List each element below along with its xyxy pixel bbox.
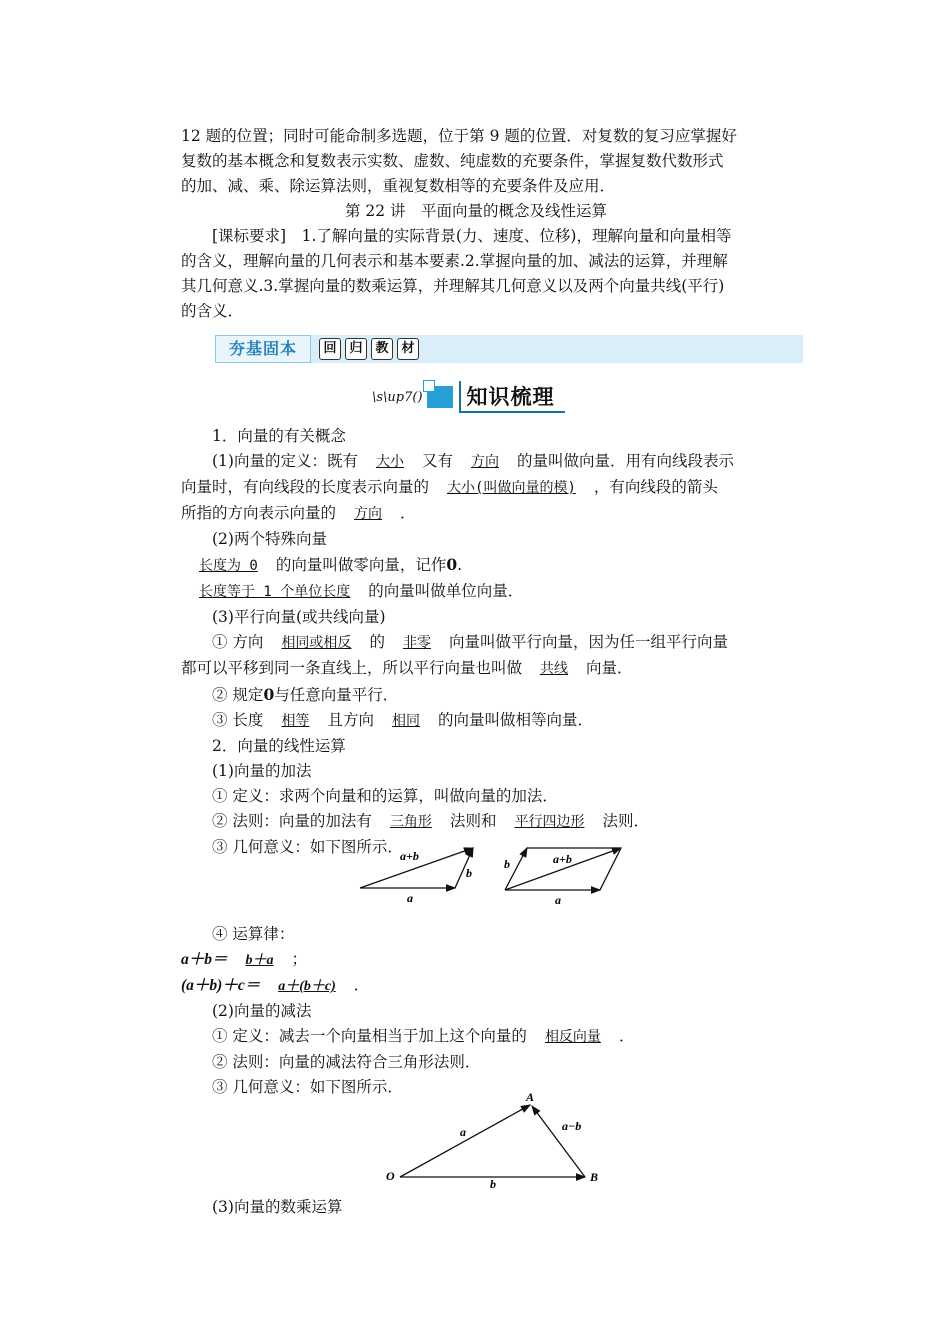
addition-figure xyxy=(355,842,635,910)
blank-answer: b＋a xyxy=(245,953,274,968)
section-icon xyxy=(427,386,453,408)
s2-title: 2．向量的线性运算 xyxy=(212,737,346,755)
unit-vector: 长度等于 1 个单位长度 的向量叫做单位向量． xyxy=(181,579,771,605)
subtraction-figure xyxy=(380,1090,610,1190)
blank-answer: 相同 xyxy=(391,713,420,729)
scalar-title: (3)向量的数乘运算 xyxy=(212,1198,343,1216)
label-a: a xyxy=(555,893,561,907)
subtraction-rule: ② 法则：向量的减法符合三角形法则． xyxy=(212,1053,481,1071)
blank-answer: 大小 xyxy=(375,454,404,470)
banner-tag: 夯基固本 xyxy=(215,335,311,363)
blank-answer: a＋(b＋c) xyxy=(278,979,336,994)
zero-vector: 长度为 0 的向量叫做零向量，记作0. xyxy=(181,552,771,579)
addition-geometry: ③ 几何意义：如下图所示． xyxy=(212,838,403,856)
intro-line: 复数的基本概念和复数表示实数、虚数、纯虚数的充要条件，掌握复数代数形式 xyxy=(181,152,724,170)
zero-parallel-rule: ② 规定0与任意向量平行． xyxy=(212,685,399,704)
banner-char: 回 xyxy=(319,338,341,360)
section-prefix: \s\up7() xyxy=(372,389,423,405)
blank-answer: 共线 xyxy=(540,661,569,677)
label-sum: a+b xyxy=(400,849,419,863)
point-A: A xyxy=(526,1090,535,1104)
banner-char: 教 xyxy=(371,338,393,360)
banner-char: 材 xyxy=(397,338,419,360)
banner-subtitle xyxy=(319,335,419,363)
vector-definition: (1)向量的定义：既有 大小 又有 方向 的量叫做向量．用有向线段表示 xyxy=(212,452,734,470)
parallel-title: (3)平行向量(或共线向量) xyxy=(212,608,386,626)
document-body xyxy=(181,124,771,324)
point-O: O xyxy=(386,1169,395,1183)
special-vectors-title: (2)两个特殊向量 xyxy=(212,530,327,548)
subtraction-def: ① 定义：减去一个向量相当于加上这个向量的 相反向量 ． xyxy=(212,1027,635,1045)
subtraction-title: (2)向量的减法 xyxy=(212,1002,312,1020)
label-b: b xyxy=(504,857,510,871)
parallelogram-rule-diagram xyxy=(504,848,621,907)
requirements-line: 的含义，理解向量的几何表示和基本要素.2.掌握向量的加、减法的运算，并理解 xyxy=(181,252,728,270)
blank-answer: 平行四边形 xyxy=(514,814,585,830)
vector-definition: 向量时，有向线段的长度表示向量的 大小(叫做向量的模) ，有向线段的箭头 xyxy=(181,478,718,496)
equal-vectors: ③ 长度 相等 且方向 相同 的向量叫做相等向量． xyxy=(212,711,593,729)
section-heading xyxy=(372,380,565,414)
section-banner xyxy=(215,335,803,363)
point-B: B xyxy=(590,1170,599,1184)
blank-answer: 长度为 0 xyxy=(199,558,258,574)
addition-def: ① 定义：求两个向量和的运算，叫做向量的加法． xyxy=(212,787,558,805)
label-b: b xyxy=(490,1177,496,1190)
label-b: b xyxy=(466,866,472,880)
vector-definition: 所指的方向表示向量的 方向 ． xyxy=(181,504,416,522)
label-a: a xyxy=(407,891,413,905)
commutative-law: a＋b＝ b＋a ； xyxy=(181,950,308,968)
blank-answer: 三角形 xyxy=(389,814,432,830)
subtraction-geometry: ③ 几何意义：如下图所示． xyxy=(212,1078,403,1096)
triangle-rule-diagram xyxy=(360,848,473,905)
blank-answer: 相反向量 xyxy=(544,1029,601,1045)
requirements-line: 其几何意义.3.掌握向量的数乘运算，并理解其几何意义以及两个向量共线(平行) xyxy=(181,277,725,295)
addition-title: (1)向量的加法 xyxy=(212,762,312,780)
blank-answer: 大小(叫做向量的模) xyxy=(447,480,576,496)
s1-title: 1．向量的有关概念 xyxy=(212,427,346,445)
parallel-def: ① 方向 相同或相反 的 非零 向量叫做平行向量，因为任一组平行向量 xyxy=(212,633,728,651)
label-a: a xyxy=(460,1125,466,1139)
lecture-title: 第 22 讲 平面向量的概念及线性运算 xyxy=(344,202,608,220)
section-title: 知识梳理 xyxy=(459,381,565,413)
intro-line: 12 题的位置；同时可能命制多选题，位于第 9 题的位置．对复数的复习应掌握好 xyxy=(181,127,737,145)
laws-title: ④ 运算律： xyxy=(212,925,295,943)
label-diff: a−b xyxy=(562,1119,582,1133)
knowledge-content xyxy=(181,424,771,860)
intro-line: 的加、减、乘、除运算法则，重视复数相等的充要条件及应用． xyxy=(181,177,616,195)
addition-rule: ② 法则：向量的加法有 三角形 法则和 平行四边形 法则． xyxy=(212,812,649,830)
label-sum: a+b xyxy=(553,852,572,866)
requirements-line: 的含义． xyxy=(181,302,244,320)
blank-answer: 相同或相反 xyxy=(281,635,352,651)
scalar-content xyxy=(181,1195,771,1220)
blank-answer: 相等 xyxy=(281,713,310,729)
banner-char: 归 xyxy=(345,338,367,360)
requirements-line: [课标要求] 1.了解向量的实际背景(力、速度、位移)，理解向量和向量相等 xyxy=(212,227,732,245)
operations-content xyxy=(181,922,771,1100)
parallel-def: 都可以平移到同一条直线上，所以平行向量也叫做 共线 向量． xyxy=(181,659,633,677)
blank-answer: 非零 xyxy=(402,635,431,651)
blank-answer: 方向 xyxy=(354,506,383,522)
blank-answer: 长度等于 1 个单位长度 xyxy=(199,584,351,600)
associative-law: (a＋b)＋c＝ a＋(b＋c) ． xyxy=(181,976,370,994)
blank-answer: 方向 xyxy=(470,454,499,470)
